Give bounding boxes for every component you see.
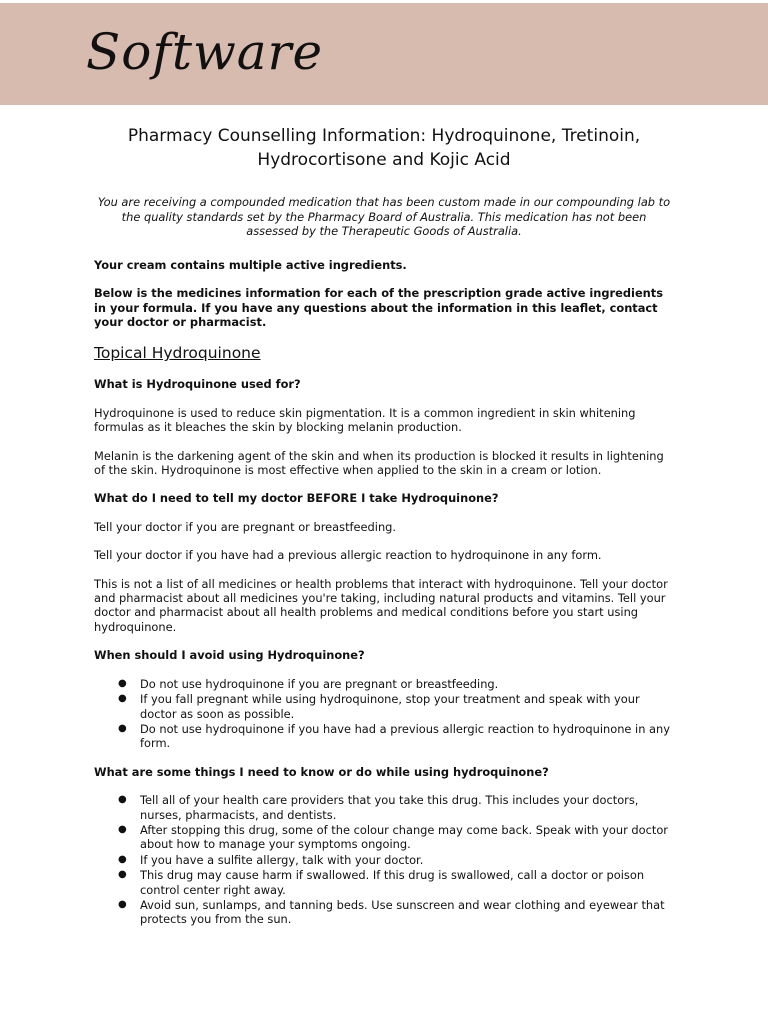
list-item: ● If you fall pregnant while using hydroquinone, stop your treatment and speak with your doctor as soon as possible.: [118, 692, 640, 721]
document-title: Pharmacy Counselling Information: Hydroquinone, Tretinoin, Hydrocortisone and Kojic Acid: [127, 126, 641, 170]
avoid-list: [94, 677, 674, 751]
list-item: ● Do not use hydroquinone if you have had a previous allergic reaction to hydroquinone in any form.: [118, 721, 670, 751]
question-heading-1: What is Hydroquinone used for?: [94, 377, 301, 392]
paragraph: This is not a list of all medicines or health problems that interact with hydroquinone. Tell your doctor and pharmacist about all medicines you're taking, including natural products and vitamins. Tell your doctor and pharmacist about all health problems and medical conditions before you start using hydroquinone.: [94, 576, 668, 634]
lead-paragraph-1: Your cream contains multiple active ingredients.: [94, 257, 407, 272]
bullet-icon: ●: [118, 853, 127, 865]
list-item: ● This drug may cause harm if swallowed. If this drug is swallowed, call a doctor or poison control center right away.: [118, 868, 645, 897]
bullet-icon: ●: [118, 869, 127, 881]
lead-paragraph-2: Below is the medicines information for each of the prescription grade active ingredients in your formula. If you have any questions about the information in this leaflet, contact your doctor or pharmacist.: [94, 286, 664, 329]
brand-logo: Software: [86, 23, 324, 81]
question-heading-2: What do I need to tell my doctor BEFORE I take Hydroquinone?: [94, 491, 499, 506]
header-banner: [0, 3, 768, 105]
section-title: Topical Hydroquinone: [94, 344, 261, 363]
bullet-icon: ●: [118, 898, 127, 910]
list-item: ● Avoid sun, sunlamps, and tanning beds. Use sunscreen and wear clothing and eyewear that protects you from the sun.: [118, 897, 665, 927]
list-item: ● Tell all of your health care providers that you take this drug. This includes your doctors, nurses, pharmacists, and dentists.: [118, 793, 639, 822]
list-item: ● If you have a sulfite allergy, talk with your doctor.: [118, 852, 424, 867]
things-to-know-list: [94, 793, 674, 927]
document-body: [94, 124, 674, 928]
bullet-icon: ●: [118, 794, 127, 806]
bullet-icon: ●: [118, 823, 127, 835]
paragraph: Tell your doctor if you are pregnant or breastfeeding.: [94, 519, 397, 534]
list-item: ● Do not use hydroquinone if you are pregnant or breastfeeding.: [118, 676, 499, 691]
bullet-icon: ●: [118, 693, 127, 705]
paragraph: Hydroquinone is used to reduce skin pigmentation. It is a common ingredient in skin whitening formulas as it bleaches the skin by blocking melanin production.: [94, 405, 636, 435]
bullet-icon: ●: [118, 722, 127, 734]
list-item: ● After stopping this drug, some of the colour change may come back. Speak with your doctor about how to manage your symptoms ongoing.: [118, 822, 668, 852]
question-heading-3: When should I avoid using Hydroquinone?: [94, 648, 365, 663]
question-heading-4: What are some things I need to know or do while using hydroquinone?: [94, 764, 549, 779]
paragraph: Melanin is the darkening agent of the skin and when its production is blocked it results in lightening of the skin. Hydroquinone is most effective when applied to the skin in a cream or lotion.: [94, 448, 664, 478]
intro-disclaimer: You are receiving a compounded medication that has been custom made in our compounding lab to the quality standards set by the Pharmacy Board of Australia. This medication has not been assessed by the Therapeutic Goods of Australia.: [97, 195, 671, 239]
bullet-icon: ●: [118, 677, 127, 689]
paragraph: Tell your doctor if you have had a previous allergic reaction to hydroquinone in any form.: [94, 548, 602, 563]
